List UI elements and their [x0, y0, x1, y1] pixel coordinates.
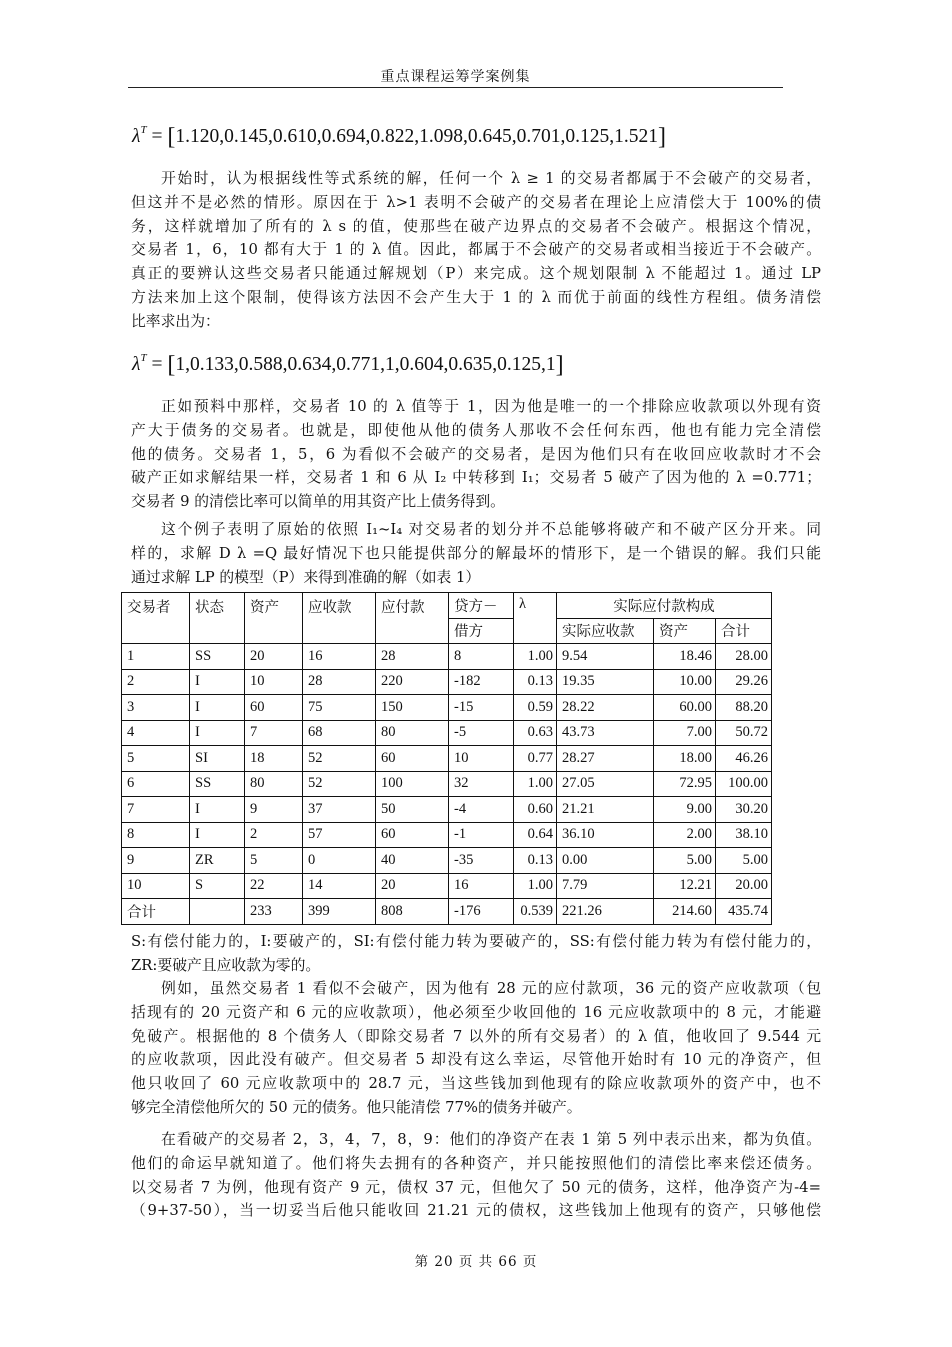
- cell-actual-receivable: 36.10: [557, 822, 654, 848]
- header-assets: 资产: [245, 593, 303, 644]
- cell-status: ZR: [190, 848, 245, 874]
- text-line: 开始时，认为根据线性等式系统的解，任何一个 λ ≥ 1 的交易者都属于不会破产的交易者，: [161, 170, 821, 187]
- text-line: 这个例子表明了原始的依照 I₁~I₄ 对交易者的划分并不总能够将破产和不破产区分开来。同: [161, 521, 821, 538]
- cell-trader: 3: [122, 695, 190, 721]
- table-row: [122, 822, 772, 848]
- cell-total: 46.26: [716, 746, 772, 772]
- cell-trader: 7: [122, 797, 190, 823]
- cell-asset-part: 18.00: [654, 746, 716, 772]
- cell-actual-receivable: 28.22: [557, 695, 654, 721]
- text-line: 破产正如求解结果一样，交易者 1 和 6 从 I₂ 中转移到 I₁；交易者 5 破产了因为他的 λ =0.771；: [131, 469, 821, 487]
- text-line: 在看破产的交易者 2，3，4，7，8，9：他们的净资产在表 1 第 5 列中表示出来，都为负值。: [161, 1131, 821, 1148]
- cell-assets: 20: [245, 644, 303, 670]
- cell-trader: 5: [122, 746, 190, 772]
- cell-status: SS: [190, 644, 245, 670]
- cell-lambda: 0.13: [514, 848, 557, 874]
- cell-lambda: 0.63: [514, 720, 557, 746]
- cell-total: 50.72: [716, 720, 772, 746]
- cell-receivable: 75: [303, 695, 376, 721]
- cell-net: 8: [449, 644, 514, 670]
- text-line: 的应收款项，因此没有破产。但交易者 5 却没有这么幸运，尽管他开始时有 10 元的净资产，但: [131, 1051, 821, 1069]
- table-header-row: [122, 593, 772, 619]
- text-line: 例如，虽然交易者 1 看似不会破产，因为他有 28 元的应付款项，36 元的资产应收款项（包: [161, 980, 821, 997]
- cell-payable: 50: [376, 797, 449, 823]
- header-total: 合计: [716, 618, 772, 644]
- cell-trader: 1: [122, 644, 190, 670]
- formula-lambda-initial: $\lambda^T = [1.120,0.145,0.610,0.694,0.822,1.098,0.645,0.701,0.125,1.521]$: [132, 123, 666, 150]
- formula-equals: =: [146, 354, 168, 375]
- text-line: 交易者 9 的清偿比率可以简单的用其资产比上债务得到。: [131, 493, 505, 511]
- text-line: 正如预料中那样，交易者 10 的 λ 值等于 1，因为他是唯一的一个排除应收款项以外现有资: [161, 398, 821, 415]
- cell-asset-part: 9.00: [654, 797, 716, 823]
- cell-lambda: 1.00: [514, 873, 557, 899]
- cell-receivable: 0: [303, 848, 376, 874]
- table-row: [122, 899, 772, 925]
- cell-asset-part: 5.00: [654, 848, 716, 874]
- cell-trader: 合计: [122, 899, 190, 925]
- cell-payable: 28: [376, 644, 449, 670]
- text-line: 够完全清偿他所欠的 50 元的债务。他只能清偿 77%的债务并破产。: [131, 1098, 582, 1116]
- cell-actual-receivable: 43.73: [557, 720, 654, 746]
- cell-receivable: 399: [303, 899, 376, 925]
- cell-payable: 80: [376, 720, 449, 746]
- cell-lambda: 0.60: [514, 797, 557, 823]
- text-line: 以交易者 7 为例，他现有资产 9 元，债权 37 元，但他欠了 50 元的债务，这样，他净资产为-4=: [131, 1178, 821, 1196]
- cell-total: 5.00: [716, 848, 772, 874]
- cell-total: 30.20: [716, 797, 772, 823]
- cell-asset-part: 60.00: [654, 695, 716, 721]
- cell-lambda: 0.77: [514, 746, 557, 772]
- cell-status: I: [190, 695, 245, 721]
- cell-status: SS: [190, 771, 245, 797]
- cell-trader: 2: [122, 669, 190, 695]
- cell-assets: 2: [245, 822, 303, 848]
- cell-total: 88.20: [716, 695, 772, 721]
- text-line: 免破产。根据他的 8 个债务人（即除交易者 7 以外的所有交易者）的 λ 值，他收回了 9.544 元: [131, 1027, 821, 1045]
- text-line: 产大于债务的交易者。也就是，即使他从他的债务人那收不会任何东西，他也有能力完全清偿: [131, 421, 821, 439]
- text-line: 比率求出为：: [131, 312, 220, 330]
- header-payable: 应付款: [376, 593, 449, 644]
- header-lambda: λ: [514, 593, 557, 644]
- cell-total: 28.00: [716, 644, 772, 670]
- cell-lambda: 1.00: [514, 644, 557, 670]
- cell-status: S: [190, 873, 245, 899]
- text-line: S:有偿付能力的，I:要破产的，SI:有偿付能力转为要破产的，SS:有偿付能力转为有偿付能力的，: [131, 933, 821, 950]
- formula-lambda-lp: $\lambda^T = [1,0.133,0.588,0.634,0.771,1,0.604,0.635,0.125,1]$: [132, 351, 564, 378]
- cell-payable: 20: [376, 873, 449, 899]
- table-row: [122, 848, 772, 874]
- cell-total: 38.10: [716, 822, 772, 848]
- text-line: ZR:要破产且应收款为零的。: [131, 956, 321, 974]
- cell-receivable: 37: [303, 797, 376, 823]
- cell-receivable: 68: [303, 720, 376, 746]
- running-header: 重点课程运筹学案例集: [380, 69, 531, 85]
- text-line: 务，这样就增加了所有的 λ s 的值，使那些在破产边界点的交易者不会破产。根据这个情况，: [131, 217, 821, 235]
- cell-net: -35: [449, 848, 514, 874]
- formula-values: 1,0.133,0.588,0.634,0.771,1,0.604,0.635,0.125,1: [175, 354, 556, 375]
- cell-payable: 150: [376, 695, 449, 721]
- cell-receivable: 57: [303, 822, 376, 848]
- table-row: [122, 695, 772, 721]
- table-row: [122, 644, 772, 670]
- cell-net: -1: [449, 822, 514, 848]
- cell-asset-part: 10.00: [654, 669, 716, 695]
- table-row: [122, 873, 772, 899]
- cell-net: -182: [449, 669, 514, 695]
- header-actual-receivable: 实际应收款: [557, 618, 654, 644]
- table-row: [122, 720, 772, 746]
- cell-assets: 5: [245, 848, 303, 874]
- cell-status: I: [190, 669, 245, 695]
- cell-assets: 18: [245, 746, 303, 772]
- formula-equals: =: [146, 126, 168, 147]
- cell-lambda: 0.13: [514, 669, 557, 695]
- paragraph-1: [131, 167, 821, 334]
- cell-actual-receivable: 7.79: [557, 873, 654, 899]
- text-line: 他只收回了 60 元应收款项中的 28.7 元，当这些钱加到他现有的除应收款项外的资产中，也不: [131, 1075, 821, 1093]
- cell-trader: 10: [122, 873, 190, 899]
- paragraph-5: [131, 1128, 821, 1223]
- cell-net: 10: [449, 746, 514, 772]
- cell-net: -4: [449, 797, 514, 823]
- text-line: 但这并不是必然的情形。原因在于 λ>1 表明不会破产的交易者在理论上应清偿大于 100%的债: [131, 193, 821, 211]
- formula-symbol: λ: [132, 354, 141, 375]
- cell-lambda: 0.539: [514, 899, 557, 925]
- cell-asset-part: 72.95: [654, 771, 716, 797]
- cell-asset-part: 7.00: [654, 720, 716, 746]
- cell-trader: 9: [122, 848, 190, 874]
- formula-superscript: T: [140, 351, 147, 364]
- cell-actual-receivable: 21.21: [557, 797, 654, 823]
- cell-status: I: [190, 720, 245, 746]
- table-note: [131, 930, 821, 978]
- cell-total: 435.74: [716, 899, 772, 925]
- cell-payable: 60: [376, 822, 449, 848]
- cell-trader: 4: [122, 720, 190, 746]
- cell-total: 20.00: [716, 873, 772, 899]
- paragraph-3: [131, 518, 821, 589]
- formula-superscript: T: [140, 123, 147, 136]
- header-net-credit: 贷方－: [449, 593, 514, 619]
- table-row: [122, 797, 772, 823]
- text-line: 通过求解 LP 的模型（P）来得到准确的解（如表 1）: [131, 568, 481, 586]
- header-net-debit: 借方: [449, 618, 514, 644]
- cell-actual-receivable: 0.00: [557, 848, 654, 874]
- cell-actual-receivable: 9.54: [557, 644, 654, 670]
- formula-symbol: λ: [132, 126, 141, 147]
- text-line: 方法来加上这个限制，使得该方法因不会产生大于 1 的 λ 而优于前面的线性方程组。债务清偿: [131, 288, 821, 306]
- cell-actual-receivable: 221.26: [557, 899, 654, 925]
- text-line: 括现有的 20 元资产和 6 元的应收款项），他必须至少收回他的 16 元应收款项中的 8 元，才能避: [131, 1003, 821, 1021]
- trader-table: [121, 592, 772, 925]
- header-trader: 交易者: [122, 593, 190, 644]
- header-assets-sub: 资产: [654, 618, 716, 644]
- cell-net: 32: [449, 771, 514, 797]
- text-line: （9+37-50），当一切妥当后他只能收回 21.21 元的债权，这些钱加上他现有的资产，只够他偿: [131, 1202, 821, 1220]
- cell-payable: 60: [376, 746, 449, 772]
- cell-payable: 220: [376, 669, 449, 695]
- cell-assets: 22: [245, 873, 303, 899]
- table-row: [122, 771, 772, 797]
- cell-receivable: 28: [303, 669, 376, 695]
- cell-net: 16: [449, 873, 514, 899]
- header-status: 状态: [190, 593, 245, 644]
- cell-payable: 40: [376, 848, 449, 874]
- header-actual-payment-group: 实际应付款构成: [557, 593, 772, 619]
- cell-assets: 7: [245, 720, 303, 746]
- cell-payable: 100: [376, 771, 449, 797]
- cell-status: I: [190, 797, 245, 823]
- header-receivable: 应收款: [303, 593, 376, 644]
- cell-asset-part: 12.21: [654, 873, 716, 899]
- cell-assets: 80: [245, 771, 303, 797]
- table-row: [122, 669, 772, 695]
- cell-assets: 10: [245, 669, 303, 695]
- cell-receivable: 52: [303, 771, 376, 797]
- cell-trader: 8: [122, 822, 190, 848]
- cell-asset-part: 18.46: [654, 644, 716, 670]
- cell-receivable: 16: [303, 644, 376, 670]
- cell-actual-receivable: 27.05: [557, 771, 654, 797]
- cell-status: I: [190, 822, 245, 848]
- cell-net: -176: [449, 899, 514, 925]
- cell-payable: 808: [376, 899, 449, 925]
- formula-values: 1.120,0.145,0.610,0.694,0.822,1.098,0.645,0.701,0.125,1.521: [175, 126, 658, 147]
- cell-receivable: 52: [303, 746, 376, 772]
- cell-status: SI: [190, 746, 245, 772]
- cell-net: -5: [449, 720, 514, 746]
- cell-assets: 233: [245, 899, 303, 925]
- cell-trader: 6: [122, 771, 190, 797]
- cell-actual-receivable: 19.35: [557, 669, 654, 695]
- cell-net: -15: [449, 695, 514, 721]
- page-footer: 第 20 页 共 66 页: [414, 1254, 538, 1270]
- text-line: 样的，求解 D λ =Q 最好情况下也只能提供部分的解最坏的情形下，是一个错误的解。我们只能: [131, 544, 821, 562]
- paragraph-2: [131, 395, 821, 514]
- cell-assets: 9: [245, 797, 303, 823]
- cell-total: 100.00: [716, 771, 772, 797]
- text-line: 他的债务。交易者 1，5，6 为看似不会破产的交易者，是因为他们只有在收回应收款时才不会: [131, 445, 821, 463]
- header-rule: [128, 87, 783, 88]
- cell-lambda: 0.59: [514, 695, 557, 721]
- cell-total: 29.26: [716, 669, 772, 695]
- cell-assets: 60: [245, 695, 303, 721]
- cell-receivable: 14: [303, 873, 376, 899]
- table-row: [122, 746, 772, 772]
- cell-actual-receivable: 28.27: [557, 746, 654, 772]
- cell-status: [190, 899, 245, 925]
- cell-lambda: 0.64: [514, 822, 557, 848]
- cell-asset-part: 214.60: [654, 899, 716, 925]
- text-line: 真正的要辨认这些交易者只能通过解规划（P）来完成。这个规划限制 λ 不能超过 1。通过 LP: [131, 265, 821, 283]
- paragraph-4: [131, 977, 821, 1120]
- cell-lambda: 1.00: [514, 771, 557, 797]
- text-line: 交易者 1，6，10 都有大于 1 的 λ 值。因此，都属于不会破产的交易者或相当接近于不会破产。: [131, 241, 821, 259]
- text-line: 他们的命运早就知道了。他们将失去拥有的各种资产，并只能按照他们的清偿比率来偿还债务。: [131, 1154, 821, 1172]
- cell-asset-part: 2.00: [654, 822, 716, 848]
